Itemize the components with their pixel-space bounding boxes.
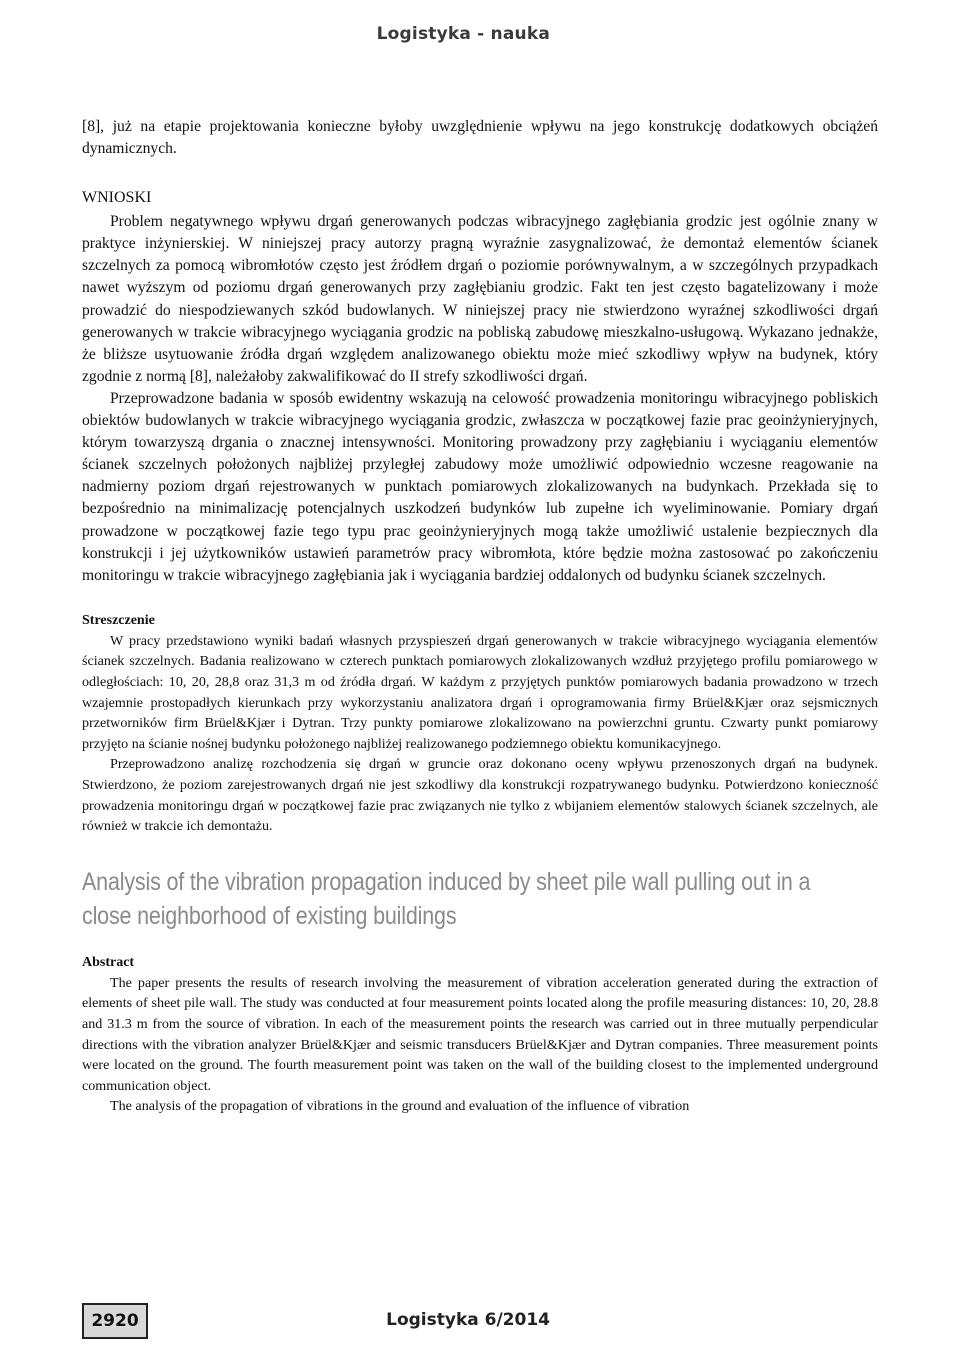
abstract-heading: Abstract bbox=[82, 954, 135, 970]
streszczenie-paragraph-2: Przeprowadzono analizę rozchodzenia się drgań w gruncie oraz dokonano oceny wpływu przenoszonych drgań na budynek. Stwierdzono, że poziom zarejestrowanych drgań nie jest szkodliwy dla konstrukcji rozpatrywanego budynku. Potwierdzono konieczność prowadzenia monitoringu drgań w początkowej fazie prac związanych nie tylko z wbijaniem elementów stalowych ścianek szczelnych, ale również w trakcie ich demontażu. bbox=[82, 756, 878, 835]
page-number-box bbox=[82, 1303, 148, 1339]
streszczenie-paragraph-1: W pracy przedstawiono wyniki badań własnych przyspieszeń drgań generowanych w trakcie wibracyjnego wyciągania elementów ścianek szczelnych. Badania realizowano w czterech punktach pomiarowych zlokalizowanych wzdłuż przyjętego profilu pomiarowego w odległościach: 10, 20, 28,8 oraz 31,3 m od źródła drgań. W każdym z przyjętych punktów pomiarowych badania prowadzono w trzech wzajemnie prostopadłych kierunkach przy wykorzystaniu analizatora drgań i oprogramowania firmy Brüel&Kjær oraz sejsmicznych przetworników firm Brüel&Kjær i Dytran. Trzy punkty pomiarowe zlokalizowano na powierzchni gruntu. Czwarty punkt pomiarowy przyjęto na ścianie nośnej budynku położonego najbliżej realizowanego podziemnego obiektu komunikacyjnego. bbox=[82, 632, 878, 752]
abstract-paragraph-1: The paper presents the results of research involving the measurement of vibration acceleration generated during the extraction of elements of sheet pile wall. The study was conducted at four measurement points located along the profile measuring distances: 10, 20, 28.8 and 31.3 m from the source of vibration. In each of the measurement points the research was carried out in three mutually perpendicular directions with the vibration analyzer Brüel&Kjær and seismic transducers Brüel&Kjær and Dytran companies. Three measurement points were located on the ground. The fourth measurement point was taken on the wall of the building closest to the implemented underground communication object. bbox=[82, 974, 878, 1094]
abstract-section bbox=[82, 955, 878, 1117]
english-title: Analysis of the vibration propagation induced by sheet pile wall pulling out in a close neighborhood of existing buildings bbox=[82, 867, 811, 930]
main-text bbox=[82, 116, 878, 587]
article-body bbox=[82, 116, 878, 1117]
streszczenie-heading: Streszczenie bbox=[82, 612, 155, 628]
conclusions-paragraph-1: Problem negatywnego wpływu drgań generowanych podczas wibracyjnego zagłębiania grodzic jest ogólnie znany w praktyce inżynierskiej. W niniejszej pracy autorzy pragną wyraźnie zasygnalizować, że demontaż elementów ścianek szczelnych za pomocą wibromłotów często jest źródłem drgań o poziomie porównywalnym, a w szczególnych przypadkach nawet wyższym od poziomu drgań generowanych przy zagłębianiu grodzic. Fakt ten jest często bagatelizowany i może prowadzić do niespodziewanych szkód budowlanych. W niniejszej pracy nie stwierdzono wyraźnej szkodliwości drgań generowanych w trakcie wibracyjnego wyciągania grodzic na pobliską zabudowę mieszkalno-usługową. Wykazano jednakże, że bliższe usytuowanie źródła drgań względem analizowanego obiektu może mieć szkodliwy wpływ na budynek, który zgodnie z normą [8], należałoby zakwalifikować do II strefy szkodliwości drgań. bbox=[82, 213, 878, 385]
intro-paragraph: [8], już na etapie projektowania konieczne byłoby uwzględnienie wpływu na jego konstrukcję dodatkowych obciążeń dynamicznych. bbox=[82, 118, 878, 158]
streszczenie-section bbox=[82, 613, 878, 837]
abstract-paragraph-2: The analysis of the propagation of vibrations in the ground and evaluation of the influence of vibration bbox=[110, 1098, 690, 1115]
running-header: Logistyka - nauka bbox=[376, 24, 550, 44]
journal-footer: Logistyka 6/2014 bbox=[386, 1310, 550, 1330]
conclusions-heading: WNIOSKI bbox=[82, 189, 152, 207]
conclusions-paragraph-2: Przeprowadzone badania w sposób ewidentny wskazują na celowość prowadzenia monitoringu wibracyjnego pobliskich obiektów budowlanych w trakcie wibracyjnego wyciągania grodzic, zwłaszcza w początkowej fazie prac geoinżynieryjnych, którym towarzyszą drgania o znacznej intensywności. Monitoring prowadzony przy zagłębianiu i wyciąganiu elementów ścianek szczelnych położonych najbliżej przyległej zabudowy może umożliwić odpowiednio wczesne reagowanie na nadmierny poziom drgań rejestrowanych w punktach pomiarowych zlokalizowanych na budynkach. Przekłada się to bezpośrednio na minimalizację potencjalnych uszkodzeń budynków lub zupełne ich wyeliminowanie. Pomiary drgań prowadzone w początkowej fazie tego typu prac geoinżynieryjnych mogą także umożliwić ustalenie bezpiecznych dla konstrukcji i jej użytkowników ustawień parametrów pracy wibromłota, które będzie można zastosować po zakończeniu monitoringu w trakcie wibracyjnego zagłębiania jak i wyciągania bardziej oddalonych od budynku ścianek szczelnych. bbox=[82, 389, 878, 584]
page-number: 2920 bbox=[91, 1311, 139, 1331]
